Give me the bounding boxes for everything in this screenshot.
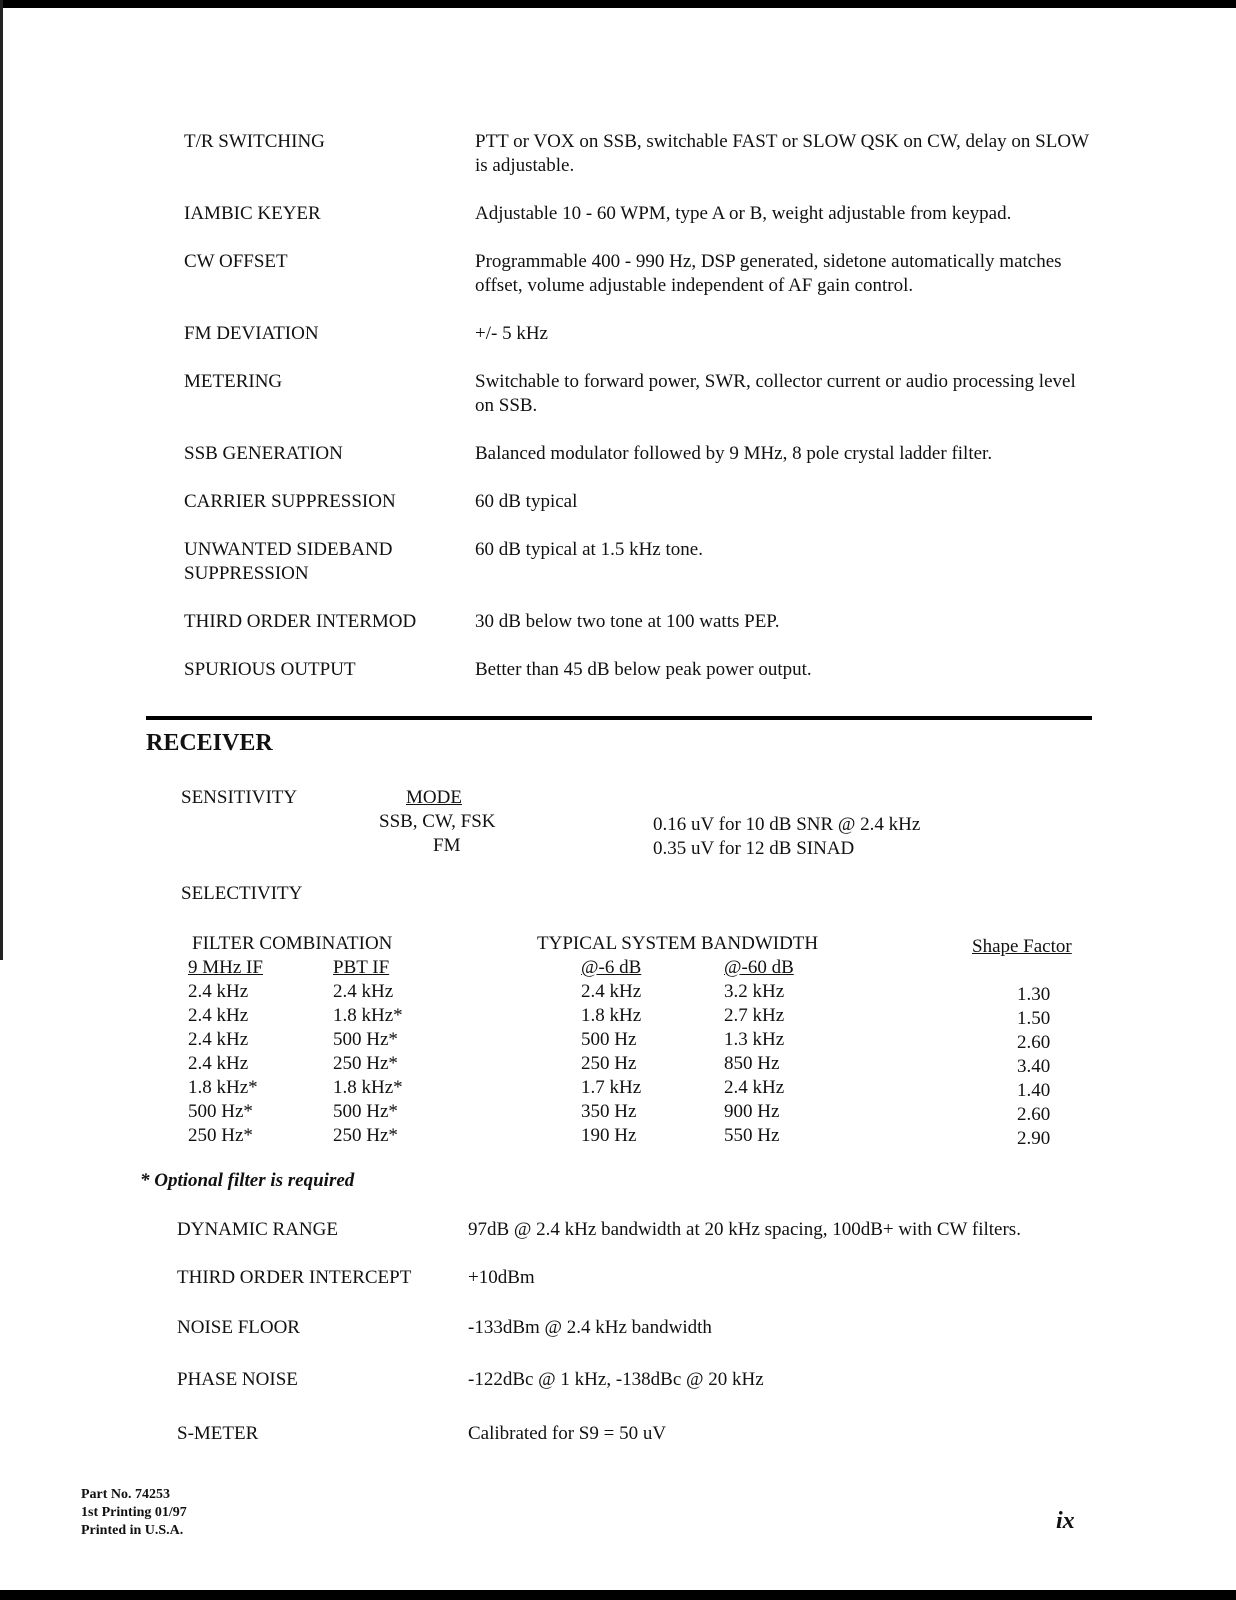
cell-pbt-if: 2.4 kHz: [333, 981, 394, 1002]
spec-label: UNWANTED SIDEBAND SUPPRESSION: [184, 539, 393, 584]
sensitivity-mode: SSB, CW, FSK: [379, 811, 496, 832]
col-header-pbt-if: PBT IF: [333, 957, 390, 978]
cell-pbt-if: 1.8 kHz*: [333, 1077, 403, 1098]
cell-shape-factor: 2.60: [1017, 1032, 1051, 1053]
cell-9mhz-if: 2.4 kHz: [188, 1029, 249, 1050]
spec-label: METERING: [184, 371, 283, 392]
cell-bw-60db: 850 Hz: [724, 1053, 780, 1074]
cell-pbt-if: 250 Hz*: [333, 1125, 398, 1146]
col-header-60db: @-60 dB: [724, 957, 794, 978]
spec-value: Better than 45 dB below peak power output.: [475, 659, 812, 680]
cell-pbt-if: 1.8 kHz*: [333, 1005, 403, 1026]
sensitivity-mode: FM: [433, 835, 461, 856]
cell-bw-60db: 900 Hz: [724, 1101, 780, 1122]
filter-combination-header: FILTER COMBINATION: [192, 933, 393, 954]
spec-value: -122dBc @ 1 kHz, -138dBc @ 20 kHz: [468, 1369, 764, 1390]
col-header-9mhz-if: 9 MHz IF: [188, 957, 263, 978]
footer-print-info: [81, 1486, 187, 1540]
cell-shape-factor: 1.50: [1017, 1008, 1051, 1029]
sensitivity-value: 0.35 uV for 12 dB SINAD: [653, 838, 855, 859]
spec-value: Programmable 400 - 990 Hz, DSP generated, sidetone automatically matches offset, volume adjustable independent of AF gain control.: [475, 251, 1062, 296]
cell-bw-6db: 1.7 kHz: [581, 1077, 642, 1098]
spec-value: Calibrated for S9 = 50 uV: [468, 1423, 667, 1444]
cell-bw-60db: 2.4 kHz: [724, 1077, 785, 1098]
spec-value: 30 dB below two tone at 100 watts PEP.: [475, 611, 780, 632]
section-divider: [146, 716, 1092, 720]
cell-bw-6db: 250 Hz: [581, 1053, 637, 1074]
cell-pbt-if: 500 Hz*: [333, 1029, 398, 1050]
cell-bw-6db: 500 Hz: [581, 1029, 637, 1050]
cell-bw-6db: 190 Hz: [581, 1125, 637, 1146]
page-number: ix: [1056, 1508, 1075, 1534]
selectivity-label: SELECTIVITY: [181, 883, 303, 904]
scan-edge-top: [0, 0, 1236, 8]
cell-shape-factor: 1.30: [1017, 984, 1051, 1005]
spec-value: +10dBm: [468, 1267, 535, 1288]
spec-label: S-METER: [177, 1423, 259, 1444]
printed-in: Printed in U.S.A.: [81, 1523, 184, 1538]
spec-label: CARRIER SUPPRESSION: [184, 491, 396, 512]
spec-value: Adjustable 10 - 60 WPM, type A or B, weight adjustable from keypad.: [475, 203, 1012, 224]
bandwidth-header: TYPICAL SYSTEM BANDWIDTH: [537, 933, 819, 954]
mode-header: MODE: [406, 787, 462, 808]
cell-bw-60db: 1.3 kHz: [724, 1029, 785, 1050]
section-title-receiver: RECEIVER: [146, 730, 273, 756]
spec-value: Balanced modulator followed by 9 MHz, 8 pole crystal ladder filter.: [475, 443, 993, 464]
spec-label: FM DEVIATION: [184, 323, 319, 344]
spec-label: IAMBIC KEYER: [184, 203, 321, 224]
spec-value: 60 dB typical at 1.5 kHz tone.: [475, 539, 703, 560]
spec-value: Switchable to forward power, SWR, collector current or audio processing level on SSB.: [475, 371, 1076, 416]
cell-pbt-if: 500 Hz*: [333, 1101, 398, 1122]
cell-shape-factor: 2.90: [1017, 1128, 1051, 1149]
spec-label: T/R SWITCHING: [184, 131, 325, 152]
scan-edge-bottom: [0, 1590, 1236, 1600]
cell-shape-factor: 3.40: [1017, 1056, 1051, 1077]
cell-bw-6db: 1.8 kHz: [581, 1005, 642, 1026]
cell-pbt-if: 250 Hz*: [333, 1053, 398, 1074]
spec-label: THIRD ORDER INTERMOD: [184, 611, 417, 632]
sensitivity-value: 0.16 uV for 10 dB SNR @ 2.4 kHz: [653, 814, 921, 835]
spec-value: PTT or VOX on SSB, switchable FAST or SLOW QSK on CW, delay on SLOW is adjustable.: [475, 131, 1089, 176]
cell-bw-60db: 3.2 kHz: [724, 981, 785, 1002]
printing-date: 1st Printing 01/97: [81, 1505, 187, 1520]
spec-value: +/- 5 kHz: [475, 323, 548, 344]
cell-9mhz-if: 1.8 kHz*: [188, 1077, 258, 1098]
spec-value: 97dB @ 2.4 kHz bandwidth at 20 kHz spacing, 100dB+ with CW filters.: [468, 1219, 1021, 1240]
spec-label: PHASE NOISE: [177, 1369, 298, 1390]
cell-9mhz-if: 2.4 kHz: [188, 1053, 249, 1074]
spec-label: SSB GENERATION: [184, 443, 343, 464]
spec-label: SPURIOUS OUTPUT: [184, 659, 356, 680]
spec-label: CW OFFSET: [184, 251, 288, 272]
spec-label: NOISE FLOOR: [177, 1317, 300, 1338]
cell-shape-factor: 2.60: [1017, 1104, 1051, 1125]
part-number: Part No. 74253: [81, 1487, 171, 1502]
cell-bw-6db: 350 Hz: [581, 1101, 637, 1122]
cell-9mhz-if: 250 Hz*: [188, 1125, 253, 1146]
cell-bw-6db: 2.4 kHz: [581, 981, 642, 1002]
cell-bw-60db: 550 Hz: [724, 1125, 780, 1146]
spec-value: -133dBm @ 2.4 kHz bandwidth: [468, 1317, 712, 1338]
cell-shape-factor: 1.40: [1017, 1080, 1051, 1101]
col-header-6db: @-6 dB: [581, 957, 642, 978]
cell-bw-60db: 2.7 kHz: [724, 1005, 785, 1026]
spec-value: 60 dB typical: [475, 491, 578, 512]
scan-edge-left: [0, 0, 3, 960]
spec-label: THIRD ORDER INTERCEPT: [177, 1267, 412, 1288]
shape-factor-header: Shape Factor: [972, 936, 1072, 957]
spec-label: DYNAMIC RANGE: [177, 1219, 338, 1240]
sensitivity-label: SENSITIVITY: [181, 787, 298, 808]
optional-filter-note: * Optional filter is required: [140, 1170, 355, 1191]
cell-9mhz-if: 500 Hz*: [188, 1101, 253, 1122]
cell-9mhz-if: 2.4 kHz: [188, 1005, 249, 1026]
cell-9mhz-if: 2.4 kHz: [188, 981, 249, 1002]
